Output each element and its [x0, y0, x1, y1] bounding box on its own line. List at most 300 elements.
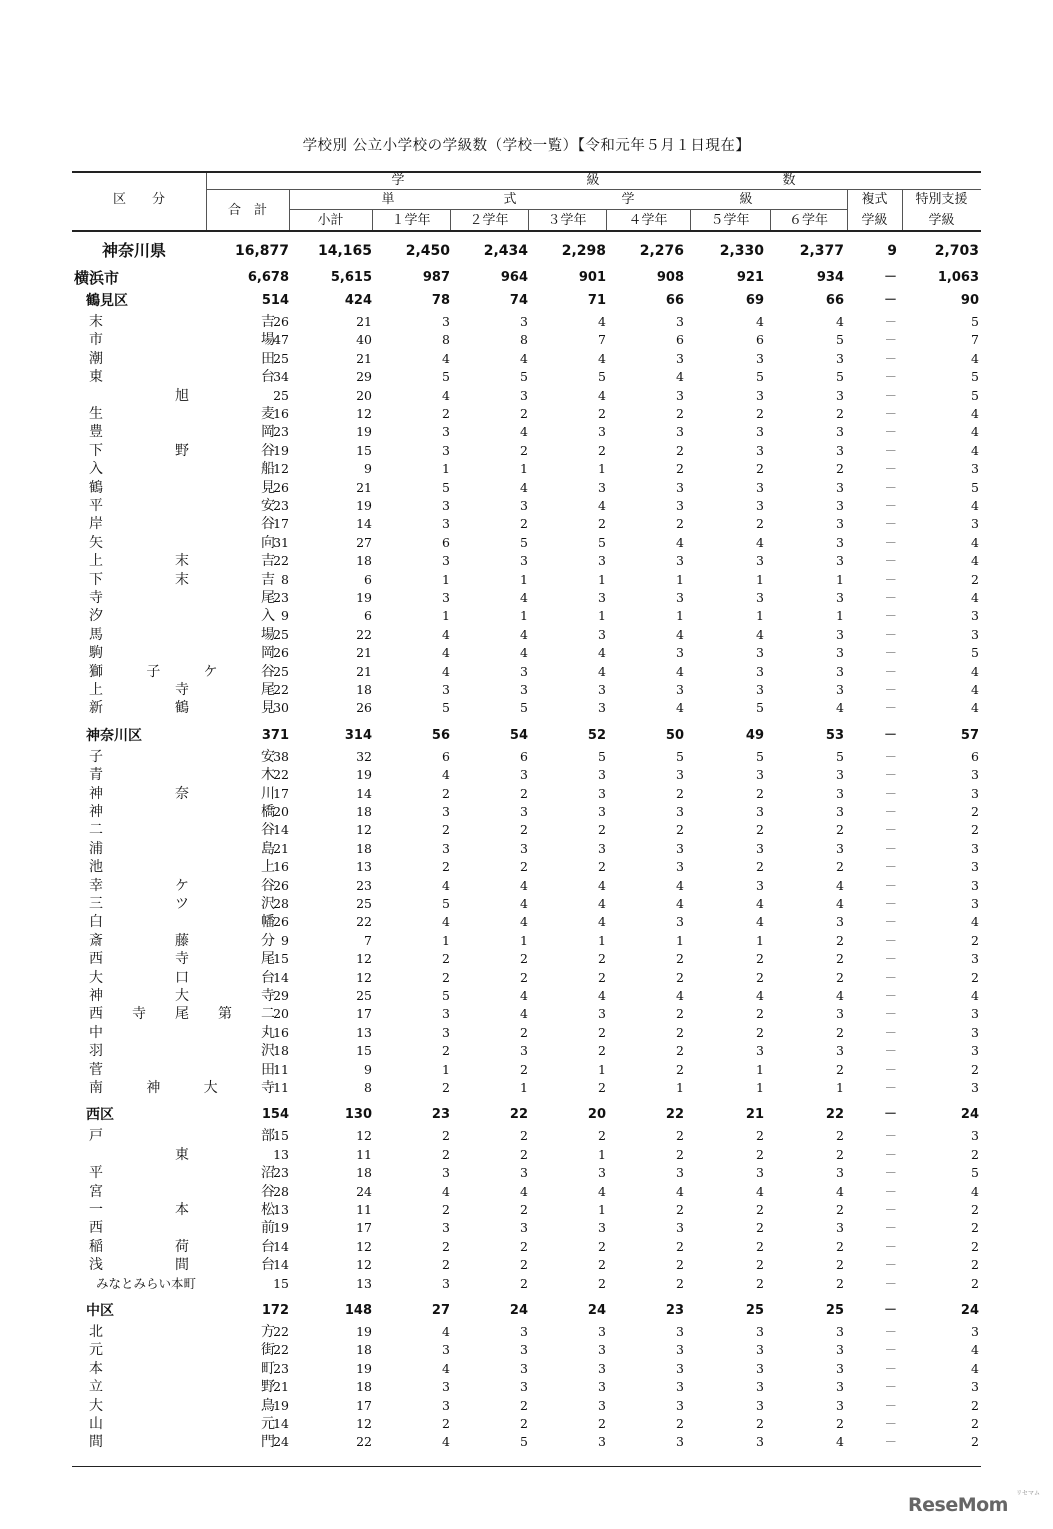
cell-value: 4 [971, 424, 979, 440]
cell-value: 2 [676, 1006, 684, 1022]
cell-value: 3 [836, 840, 844, 856]
cell-value: 21 [356, 314, 372, 329]
cell-value: 32 [356, 748, 372, 764]
cell-value: 4 [836, 1434, 844, 1450]
cell-value: 3 [598, 1360, 606, 1376]
cell-value: 371 [261, 727, 289, 743]
cell-value: 66 [665, 293, 684, 308]
school-row [72, 313, 981, 331]
cell-value: 2 [520, 1128, 528, 1144]
row-name: 青 木 [89, 767, 275, 784]
cell-value: 4 [971, 682, 979, 697]
cell-value: 5 [676, 748, 684, 764]
cell-value: 148 [344, 1303, 372, 1318]
cell-value: 3 [756, 424, 764, 440]
cell-value: 3 [756, 1360, 764, 1376]
cell-value: 964 [500, 270, 528, 285]
cell-value: 2,434 [483, 243, 528, 259]
school-row [72, 534, 981, 552]
cell-value: 4 [598, 314, 606, 329]
cell-value: 3 [598, 1165, 606, 1181]
cell-value: － [884, 663, 897, 679]
cell-value: 3 [836, 1397, 844, 1413]
cell-value: 3 [836, 442, 844, 458]
cell-value: 2 [676, 1061, 684, 1077]
school-row [72, 1256, 981, 1274]
cell-value: 901 [578, 270, 606, 285]
cell-value: 14,165 [317, 243, 372, 259]
cell-value: 4 [598, 663, 606, 679]
cell-value: 2 [676, 406, 684, 421]
cell-value: 2,450 [405, 243, 450, 259]
cell-value: 3 [598, 1342, 606, 1358]
cell-value: 38 [273, 748, 289, 764]
school-row [72, 1275, 981, 1293]
cell-value: 4 [520, 479, 528, 495]
cell-value: 3 [756, 1379, 764, 1395]
cell-value: 2 [676, 1275, 684, 1291]
cell-value: － [884, 590, 897, 605]
cell-value: 5 [971, 387, 979, 403]
cell-value: 15 [356, 442, 372, 458]
cell-value: 3 [756, 645, 764, 661]
cell-value: 3 [598, 785, 606, 801]
cell-value: 6 [971, 748, 979, 764]
cell-value: 2 [971, 1275, 979, 1291]
cell-value: 3 [676, 553, 684, 569]
cell-value: 2 [756, 859, 764, 875]
cell-value: 4 [676, 988, 684, 1003]
school-row [72, 607, 981, 625]
school-row [72, 932, 981, 950]
cell-value: 2 [676, 1146, 684, 1162]
row-name: 菅 田 [89, 1061, 275, 1078]
cell-value: 2 [676, 1238, 684, 1254]
cell-value: 4 [442, 1434, 450, 1450]
cell-value: 2 [520, 1061, 528, 1077]
cell-value: 25 [273, 387, 289, 403]
row-name: 子 安 [89, 748, 275, 765]
header-grade: ６学年 [788, 213, 828, 228]
school-row [72, 1183, 981, 1201]
cell-value: － [884, 767, 897, 783]
cell-value: 4 [442, 387, 450, 403]
cell-value: 27 [431, 1303, 450, 1318]
cell-value: 19 [273, 442, 289, 458]
cell-value: 2 [598, 969, 606, 985]
cell-value: 5 [442, 369, 450, 385]
row-name: 大 鳥 [89, 1397, 275, 1414]
cell-value: 4 [598, 914, 606, 930]
cell-value: 16,877 [234, 243, 289, 259]
cell-value: 28 [273, 896, 289, 911]
cell-value: 2 [442, 1416, 450, 1431]
cell-value: 23 [273, 424, 289, 440]
cell-value: － [884, 748, 897, 764]
school-row [72, 1201, 981, 1219]
cell-value: 4 [836, 1183, 844, 1199]
cell-value: － [884, 1275, 897, 1291]
cell-value: 3 [756, 387, 764, 403]
cell-value: － [884, 571, 897, 587]
school-row [72, 1433, 981, 1451]
cell-value: 3 [756, 804, 764, 819]
cell-value: － [884, 1202, 897, 1217]
cell-value: 2 [971, 1061, 979, 1077]
cell-value: － [884, 387, 897, 403]
cell-value: 4 [520, 877, 528, 893]
cell-value: 3 [836, 590, 844, 605]
cell-value: 4 [520, 424, 528, 440]
school-row [72, 589, 981, 607]
cell-value: 4 [520, 350, 528, 366]
cell-value: 17 [356, 1220, 372, 1236]
cell-value: 3 [442, 442, 450, 458]
header-tokubetsu-sub: 学級 [928, 213, 955, 228]
cell-value: 3 [442, 840, 450, 856]
cell-value: 1 [756, 571, 764, 587]
cell-value: 2 [836, 859, 844, 875]
cell-value: 19 [273, 1220, 289, 1236]
cell-value: － [884, 350, 897, 366]
cell-value: 3 [971, 516, 979, 532]
cell-value: 3 [676, 1324, 684, 1339]
cell-value: 4 [971, 498, 979, 513]
cell-value: － [884, 1342, 897, 1358]
header-goukei: 合 計 [227, 203, 267, 218]
cell-value: － [884, 424, 897, 440]
cell-value: 4 [971, 553, 979, 569]
cell-value: 23 [356, 877, 372, 893]
cell-value: 14 [356, 516, 372, 532]
cell-value: 2 [836, 1061, 844, 1077]
cell-value: 26 [273, 914, 289, 930]
cell-value: 2 [676, 516, 684, 532]
cell-value: 3 [598, 1397, 606, 1413]
cell-value: 3 [442, 424, 450, 440]
cell-value: 3 [836, 645, 844, 661]
school-row [72, 748, 981, 766]
row-name: 末 吉 [89, 314, 275, 330]
cell-value: 21 [356, 479, 372, 495]
cell-value: 4 [971, 590, 979, 605]
header-kubun: 区 分 [112, 192, 165, 207]
row-name: 馬 場 [89, 626, 275, 643]
cell-value: 27 [356, 534, 372, 550]
cell-value: 18 [356, 1342, 372, 1358]
cell-value: 20 [273, 804, 289, 819]
cell-value: － [883, 293, 897, 308]
cell-value: 5 [520, 1434, 528, 1450]
cell-value: 1 [756, 608, 764, 624]
cell-value: － [884, 1080, 897, 1095]
row-name: 市 場 [89, 332, 275, 349]
cell-value: 5 [520, 369, 528, 385]
row-name: みなとみらい本町 [96, 1275, 197, 1291]
cell-value: 4 [598, 498, 606, 513]
school-row [72, 950, 981, 968]
cell-value: 22 [356, 626, 372, 642]
row-name: 矢 向 [89, 534, 275, 551]
cell-value: 34 [273, 369, 289, 385]
cell-value: － [884, 932, 897, 948]
cell-value: 2 [836, 1416, 844, 1431]
cell-value: 23 [273, 498, 289, 513]
cell-value: 90 [960, 293, 979, 308]
cell-value: 3 [442, 1220, 450, 1236]
cell-value: 2 [442, 1043, 450, 1059]
cell-value: 19 [356, 590, 372, 605]
cell-value: 2 [520, 822, 528, 838]
cell-value: 2 [442, 951, 450, 967]
cell-value: 19 [356, 424, 372, 440]
cell-value: 3 [836, 663, 844, 679]
cell-value: 6 [364, 608, 372, 624]
cell-value: 3 [756, 350, 764, 366]
cell-value: 4 [598, 896, 606, 911]
row-name: 浦 島 [89, 840, 275, 857]
cell-value: 3 [442, 498, 450, 513]
cell-value: 2 [971, 822, 979, 838]
cell-value: 1 [520, 461, 528, 477]
cell-value: 2 [598, 859, 606, 875]
row-name: 中区 [86, 1303, 114, 1319]
cell-value: 4 [676, 1183, 684, 1199]
cell-value: 14 [273, 1257, 289, 1273]
cell-value: 2 [971, 1238, 979, 1254]
cell-value: 3 [836, 1220, 844, 1236]
cell-value: － [884, 914, 897, 930]
school-row [72, 479, 981, 497]
school-row [72, 785, 981, 803]
cell-value: 3 [520, 1043, 528, 1059]
cell-value: － [884, 877, 897, 893]
cell-value: 15 [273, 1275, 289, 1291]
cell-value: 2 [598, 1238, 606, 1254]
cell-value: － [884, 1220, 897, 1236]
cell-value: 12 [356, 951, 372, 967]
cell-value: 6 [520, 748, 528, 764]
cell-value: 2 [836, 1128, 844, 1144]
school-row [72, 1024, 981, 1042]
cell-value: 4 [971, 1183, 979, 1199]
cell-value: － [884, 626, 897, 642]
row-name: 宮 谷 [89, 1183, 275, 1200]
cell-value: 1 [756, 932, 764, 948]
cell-value: 424 [344, 293, 372, 308]
cell-value: － [884, 1397, 897, 1413]
row-name: 西区 [86, 1107, 114, 1124]
cell-value: 23 [431, 1107, 450, 1123]
row-name: 神奈川区 [86, 727, 142, 744]
cell-value: 3 [836, 424, 844, 440]
cell-value: 3 [836, 516, 844, 532]
cell-value: 3 [520, 804, 528, 819]
cell-value: 3 [442, 1342, 450, 1358]
cell-value: 2 [520, 406, 528, 421]
cell-value: 12 [356, 1416, 372, 1431]
cell-value: 2 [676, 1202, 684, 1217]
school-row [72, 766, 981, 784]
cell-value: 2 [520, 859, 528, 875]
cell-value: － [883, 727, 897, 743]
cell-value: 4 [756, 534, 764, 550]
cell-value: 2 [442, 785, 450, 801]
cell-value: 2 [971, 1397, 979, 1413]
cell-value: 24 [960, 1107, 979, 1123]
cell-value: 23 [273, 1165, 289, 1181]
cell-value: － [884, 516, 897, 532]
cell-value: 3 [836, 785, 844, 801]
cell-value: 5 [442, 479, 450, 495]
cell-value: 9 [887, 243, 897, 259]
pref-row [72, 236, 981, 266]
cell-value: 11 [356, 1146, 372, 1162]
cell-value: 2,298 [561, 243, 606, 259]
cell-value: 18 [356, 804, 372, 819]
cell-value: 3 [971, 951, 979, 967]
cell-value: 1 [836, 608, 844, 624]
cell-value: 6 [364, 571, 372, 587]
cell-value: 4 [756, 988, 764, 1003]
cell-value: 3 [836, 1342, 844, 1358]
cell-value: 4 [971, 663, 979, 679]
cell-value: 4 [971, 1342, 979, 1358]
cell-value: 12 [356, 1257, 372, 1273]
header-grade: １学年 [391, 213, 431, 228]
row-name: 山 元 [89, 1416, 275, 1432]
row-name: 獅 子 ケ 谷 [89, 663, 275, 680]
cell-value: 5 [971, 645, 979, 661]
cell-value: 25 [273, 626, 289, 642]
school-row [72, 442, 981, 460]
cell-value: 5 [971, 1165, 979, 1181]
cell-value: 21 [356, 350, 372, 366]
school-row [72, 858, 981, 876]
row-name: 潮 田 [89, 350, 275, 367]
cell-value: 2 [756, 1257, 764, 1273]
cell-value: 5 [971, 314, 979, 329]
cell-value: 3 [442, 1379, 450, 1395]
cell-value: 4 [756, 314, 764, 329]
cell-value: 2 [756, 951, 764, 967]
school-row [72, 1341, 981, 1359]
cell-value: 22 [356, 914, 372, 930]
cell-value: 19 [356, 1360, 372, 1376]
cell-value: 5 [442, 988, 450, 1003]
cell-value: 3 [971, 785, 979, 801]
cell-value: 3 [836, 534, 844, 550]
cell-value: 4 [756, 626, 764, 642]
cell-value: 3 [836, 479, 844, 495]
cell-value: 5 [442, 700, 450, 716]
cell-value: 2 [520, 1416, 528, 1431]
school-row [72, 913, 981, 931]
school-row [72, 699, 981, 717]
cell-value: 3 [676, 1397, 684, 1413]
cell-value: 2 [676, 1416, 684, 1431]
cell-value: 1 [598, 461, 606, 477]
cell-value: 2 [442, 969, 450, 985]
row-name: 稲 荷 台 [89, 1238, 275, 1255]
cell-value: 4 [756, 1183, 764, 1199]
cell-value: － [884, 951, 897, 967]
cell-value: 2 [971, 1257, 979, 1273]
school-row [72, 681, 981, 699]
cell-value: 3 [756, 553, 764, 569]
school-row [72, 1164, 981, 1182]
cell-value: 25 [273, 663, 289, 679]
school-row [72, 368, 981, 386]
cell-value: 3 [971, 461, 979, 477]
city-row [72, 266, 981, 290]
cell-value: 3 [756, 1434, 764, 1450]
cell-value: 4 [676, 663, 684, 679]
header-shoukei: 小計 [317, 213, 344, 228]
cell-value: 17 [273, 785, 289, 801]
header-grade: ５学年 [710, 213, 750, 228]
header-gakkyu-char: 学 [391, 173, 405, 188]
cell-value: 3 [598, 1220, 606, 1236]
cell-value: 3 [598, 804, 606, 819]
cell-value: 25 [745, 1303, 764, 1318]
cell-value: 52 [587, 727, 606, 743]
header-tanshiki-char: 単 [381, 192, 395, 207]
cell-value: － [884, 785, 897, 801]
row-name: 二 谷 [89, 822, 275, 839]
row-name: 下 野 谷 [89, 442, 275, 459]
cell-value: 53 [825, 727, 844, 743]
cell-value: 21 [273, 840, 289, 856]
cell-value: － [884, 804, 897, 819]
cell-value: 4 [756, 896, 764, 911]
cell-value: 13 [273, 1146, 289, 1162]
cell-value: 3 [971, 859, 979, 875]
cell-value: － [884, 608, 897, 624]
cell-value: 2 [442, 1257, 450, 1273]
cell-value: 3 [676, 387, 684, 403]
cell-value: 3 [836, 553, 844, 569]
cell-value: 4 [971, 700, 979, 716]
cell-value: 22 [665, 1107, 684, 1123]
cell-value: 11 [273, 1080, 289, 1095]
cell-value: 14 [273, 822, 289, 838]
cell-value: 22 [273, 1324, 289, 1339]
cell-value: 3 [676, 840, 684, 856]
cell-value: 3 [836, 1165, 844, 1181]
cell-value: 2 [520, 1275, 528, 1291]
cell-value: 2 [756, 1024, 764, 1040]
cell-value: 3 [676, 1165, 684, 1181]
cell-value: 3 [971, 1006, 979, 1022]
cell-value: 2 [756, 406, 764, 421]
cell-value: 14 [356, 785, 372, 801]
cell-value: 4 [836, 896, 844, 911]
school-row [72, 1127, 981, 1145]
cell-value: 3 [442, 1165, 450, 1181]
cell-value: 4 [676, 626, 684, 642]
row-name: 一 本 松 [89, 1202, 275, 1218]
cell-value: 13 [273, 1202, 289, 1217]
ward-row [72, 1104, 981, 1126]
cell-value: 4 [598, 350, 606, 366]
cell-value: 3 [676, 1434, 684, 1450]
header-tanshiki-char: 学 [621, 192, 635, 207]
cell-value: 2 [756, 516, 764, 532]
cell-value: 2 [756, 1275, 764, 1291]
cell-value: 6 [756, 332, 764, 348]
row-name: 横浜市 [74, 269, 120, 287]
